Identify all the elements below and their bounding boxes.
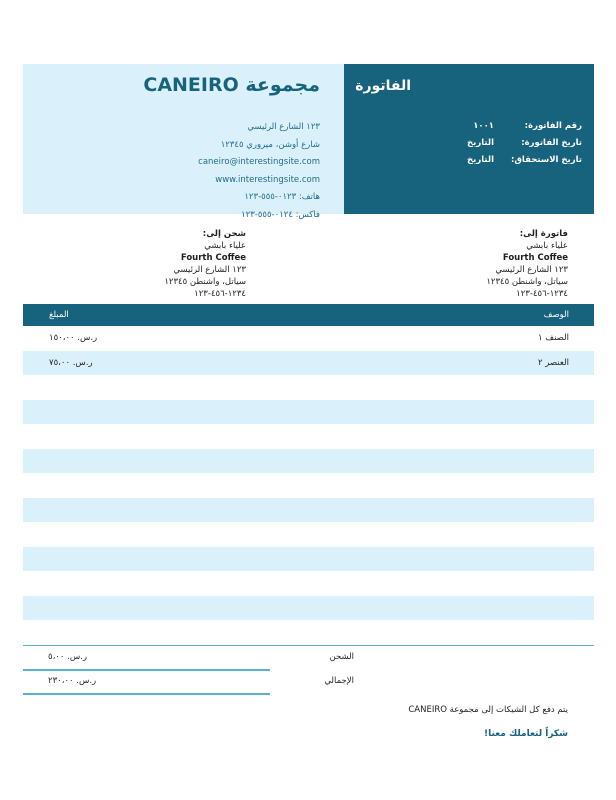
invoice-due-label: تاريخ الاستحقاق: bbox=[510, 155, 582, 165]
table-row bbox=[23, 375, 594, 400]
ship-to-title: شحن إلى: bbox=[202, 229, 246, 239]
company-street: ١٢٣ الشارع الرئيسي bbox=[247, 122, 320, 132]
company-city: شارع أوشن، ميروري ١٢٣٤٥ bbox=[220, 139, 320, 150]
table-row bbox=[23, 351, 594, 376]
shipping-label: الشحن bbox=[329, 652, 354, 662]
invoice-meta bbox=[467, 118, 582, 169]
row-description: العنصر ٢ bbox=[538, 357, 569, 368]
bill-to-city: سياتل، واشنطن ١٢٣٤٥ bbox=[486, 277, 568, 287]
bill-to-title: فاتورة إلى: bbox=[519, 229, 568, 239]
company-details bbox=[198, 119, 320, 224]
ship-to-city: سياتل، واشنطن ١٢٣٤٥ bbox=[164, 277, 246, 287]
table-row bbox=[23, 326, 594, 351]
invoice-date-row bbox=[467, 135, 582, 152]
table-row bbox=[23, 473, 594, 498]
total-row bbox=[23, 669, 594, 693]
shipping-row bbox=[23, 645, 594, 669]
company-phone: هاتف: ٠١٢٣-٥٥٥-١٢٣ bbox=[244, 192, 320, 202]
invoice-panel bbox=[344, 64, 594, 214]
table-row bbox=[23, 498, 594, 523]
invoice-number-value: ١٠٠١ bbox=[473, 121, 494, 131]
ship-to-street: ١٢٣ الشارع الرئيسي bbox=[173, 265, 246, 275]
invoice-due-row bbox=[467, 152, 582, 169]
bill-to-company: Fourth Coffee bbox=[502, 253, 568, 263]
invoice-date-label: تاريخ الفاتورة: bbox=[521, 138, 582, 148]
ship-to-name: علياء بابشي bbox=[204, 241, 246, 251]
payment-note: يتم دفع كل الشيكات إلى مجموعة CANEIRO bbox=[408, 705, 568, 715]
bill-to-name: علياء بابشي bbox=[526, 241, 568, 251]
company-email: caneiro@interestingsite.com bbox=[198, 157, 320, 167]
row-amount: ر.س. ٧٥،٠٠ bbox=[49, 357, 93, 368]
table-header bbox=[23, 304, 594, 326]
table-row bbox=[23, 449, 594, 474]
invoice-due-value: التاريخ bbox=[467, 155, 494, 165]
bill-to-phone: ١٢٣٤-٤٥٦-١٢٣ bbox=[516, 289, 568, 299]
invoice-title: الفاتورة bbox=[355, 78, 411, 94]
table-row bbox=[23, 571, 594, 596]
table-body bbox=[23, 326, 594, 645]
table-row bbox=[23, 596, 594, 621]
company-website: www.interestingsite.com bbox=[215, 174, 320, 185]
invoice-number-row bbox=[467, 118, 582, 135]
total-value: ر.س. ٢٣٠،٠٠ bbox=[48, 676, 97, 686]
shipping-amount-cell bbox=[23, 645, 270, 671]
invoice-date-value: التاريخ bbox=[467, 138, 494, 148]
company-name: مجموعة CANEIRO bbox=[143, 74, 320, 96]
ship-to-block bbox=[164, 228, 246, 300]
table-row bbox=[23, 424, 594, 449]
column-amount: المبلغ bbox=[49, 310, 69, 320]
row-description: الصنف ١ bbox=[538, 333, 569, 344]
invoice-page bbox=[23, 64, 594, 739]
line-items-table bbox=[23, 304, 594, 645]
ship-to-company: Fourth Coffee bbox=[180, 253, 246, 263]
invoice-number-label: رقم الفاتورة: bbox=[524, 121, 582, 131]
bill-to-block bbox=[486, 228, 568, 300]
company-fax: فاكس: ٠١٢٤-٥٥٥-١٢٣ bbox=[241, 209, 320, 220]
shipping-value: ر.س. ٥،٠٠ bbox=[48, 652, 88, 662]
thank-you-message: شكراً لتعاملك معنا! bbox=[484, 729, 568, 739]
company-panel bbox=[23, 64, 344, 220]
total-label: الإجمالي bbox=[324, 676, 354, 686]
table-row bbox=[23, 522, 594, 547]
ship-to-phone: ١٢٣٤-٤٥٦-١٢٣ bbox=[194, 289, 246, 299]
table-row bbox=[23, 620, 594, 645]
invoice-header bbox=[23, 64, 594, 220]
table-row bbox=[23, 547, 594, 572]
total-amount-cell bbox=[23, 669, 270, 695]
column-description: الوصف bbox=[543, 310, 569, 320]
row-amount: ر.س. ١٥٠،٠٠ bbox=[49, 333, 98, 344]
table-row bbox=[23, 400, 594, 425]
bill-to-street: ١٢٣ الشارع الرئيسي bbox=[495, 265, 568, 275]
